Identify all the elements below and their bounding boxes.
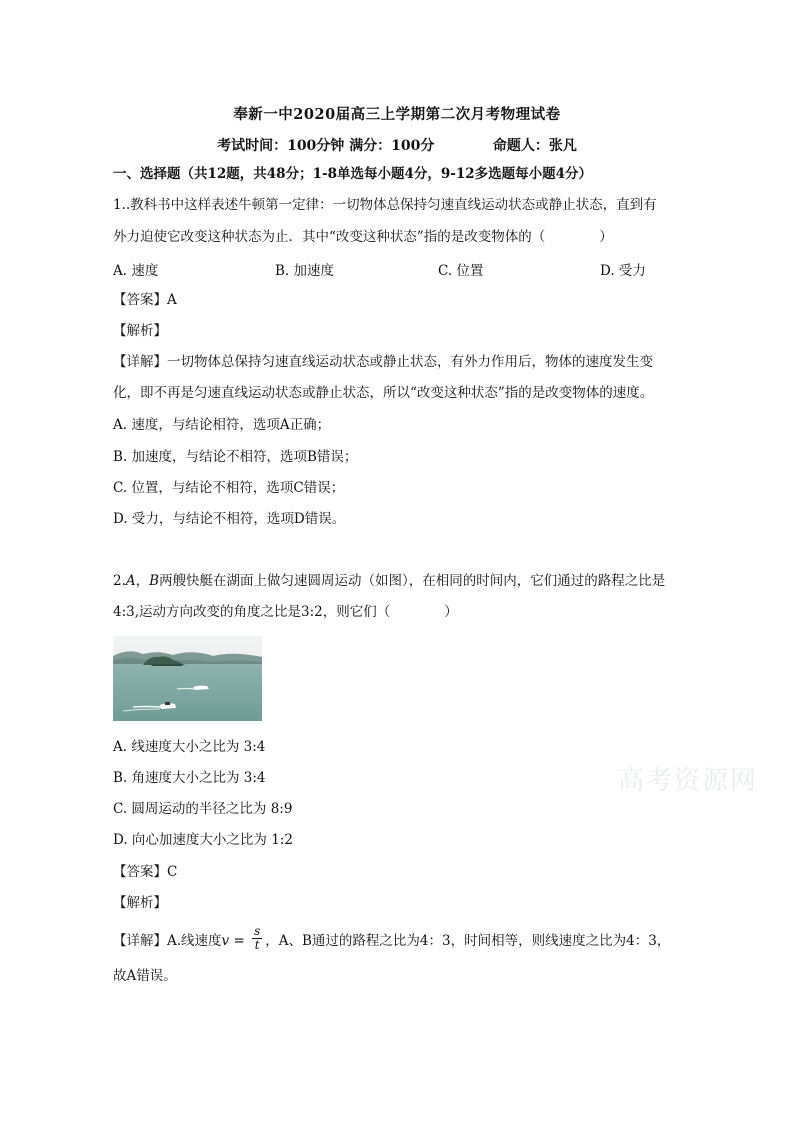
q2-stem-line1: 2.A，B两艘快艇在湖面上做匀速圆周运动（如图），在相同的时间内，它们通过的路程之比是 [113,573,666,589]
q1-stem-line1: 1..教科书中这样表述牛顿第一定律：一切物体总保持匀速直线运动状态或静止状态，直到有 [113,197,657,213]
watermark: 高考资源网 [618,766,759,796]
q2-detail-line1: 【详解】A.线速度v = $\frac{s}{t}$ ，A、B通过的路程之比为4：3，时间相等，则线速度之比为4：3， [113,924,671,952]
q1-answer: 【答案】A [113,292,177,308]
q1-option-a: A. 速度 [113,263,159,279]
q2-boat-b: B [149,573,160,589]
section-heading: 一、选择题（共12题，共48分；1-8单选每小题4分，9-12多选题每小题4分） [113,166,593,182]
q1-detail-line2: 化，即不再是匀速直线运动状态或静止状态，所以“改变这种状态”指的是改变物体的速度。 [113,385,654,401]
exam-time: 考试时间：100分钟 [217,138,345,154]
q1-analysis-label: 【解析】 [113,323,167,339]
fraction-denominator: t [254,938,260,952]
q1-options [113,259,693,279]
q2-stem-line2: 4:3,运动方向改变的角度之比是3:2，则它们（ ） [113,604,458,620]
page-title: 奉新一中2020届高三上学期第二次月考物理试卷 [233,106,561,123]
q2-boat-a: A [125,573,136,589]
q2-analysis-label: 【解析】 [113,895,167,911]
q1-option-c: C. 位置 [438,263,484,279]
q1-option-b: B. 加速度 [275,263,335,279]
q1-explain-d: D. 受力，与结论不相符，选项D错误。 [113,511,346,527]
q1-stem-line2: 外力迫使它改变这种状态为止．其中“改变这种状态”指的是改变物体的（ ） [113,229,613,245]
q2-option-d: D. 向心加速度大小之比为 1:2 [113,832,293,848]
exam-author: 命题人：张凡 [492,138,577,154]
q2-option-a: A. 线速度大小之比为 3:4 [113,739,266,755]
q2-detail-line2: 故A错误。 [113,968,177,984]
q1-option-d: D. 受力 [600,263,646,279]
q1-explain-a: A. 速度，与结论相符，选项A正确； [113,417,331,433]
lake-speedboat-image [113,636,262,721]
lake-speedboat-photo [113,636,262,721]
q2-answer: 【答案】C [113,864,178,880]
q1-explain-b: B. 加速度，与结论不相符，选项B错误； [113,449,358,465]
q1-detail-line1: 【详解】一切物体总保持匀速直线运动状态或静止状态，有外力作用后，物体的速度发生变 [113,354,653,370]
exam-score: 满分：100分 [349,138,435,154]
exam-meta [0,135,794,155]
velocity-fraction [252,925,262,952]
q2-option-b: B. 角速度大小之比为 3:4 [113,770,266,786]
q2-option-c: C. 圆周运动的半径之比为 8:9 [113,801,293,817]
velocity-symbol: v [221,933,230,949]
fraction-numerator: s [254,924,261,938]
q1-explain-c: C. 位置，与结论不相符，选项C错误； [113,480,345,496]
